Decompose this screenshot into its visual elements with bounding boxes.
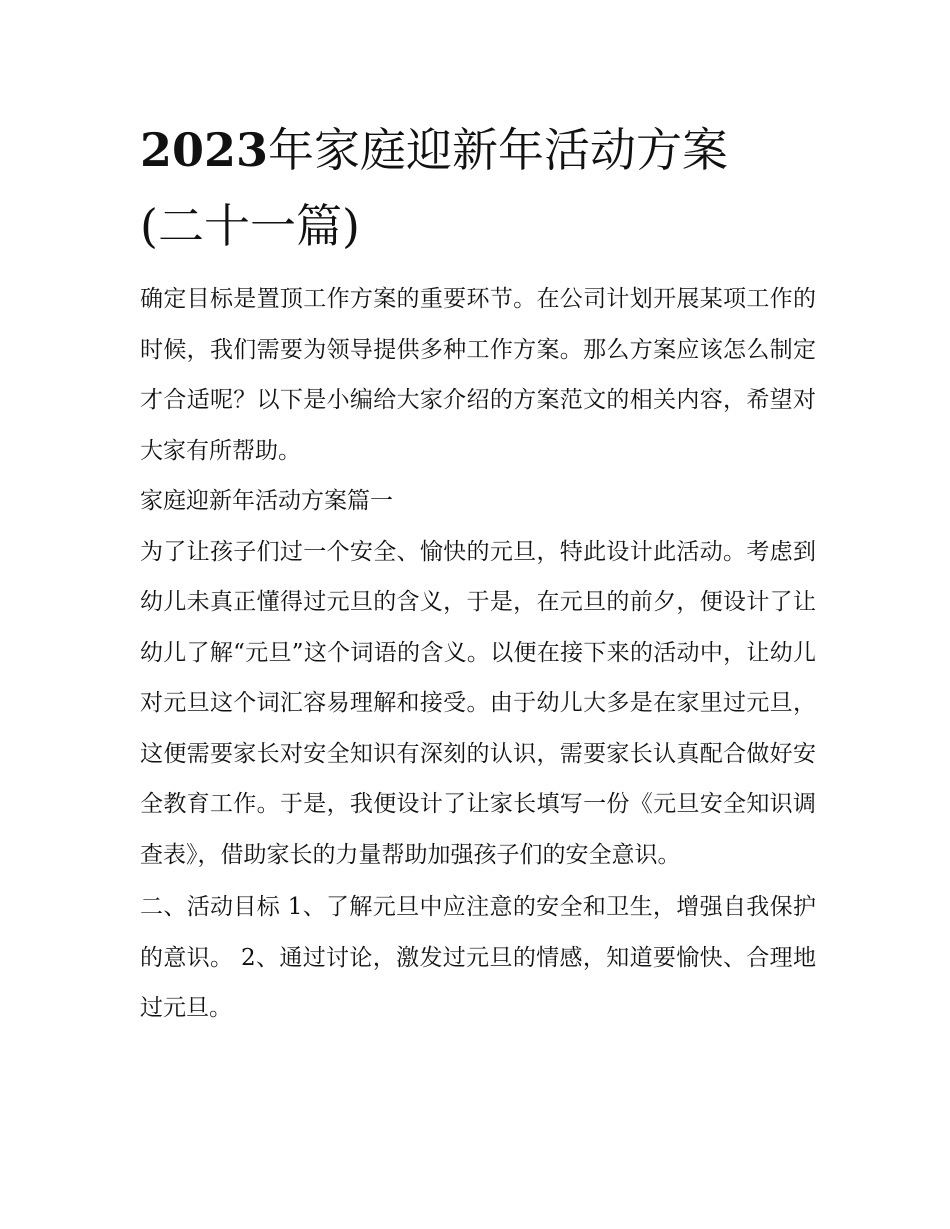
body-paragraph: 为了让孩子们过一个安全、愉快的元旦，特此设计此活动。考虑到幼儿未真正懂得过元旦的含义，于是，在元旦的前夕，便设计了让幼儿了解“元旦”这个词语的含义。以便在接下来的活动中，让幼儿对元旦这个词汇容易理解和接受。由于幼儿大多是在家里过元旦，这便需要家长对安全知识有深刻的认识，需要家长认真配合做好安全教育工作。于是，我便设计了让家长填写一份《元旦安全知识调查表》，借助家长的力量帮助加强孩子们的安全意识。 (140, 538, 816, 868)
section-heading: 家庭迎新年活动方案篇一 (140, 488, 393, 514)
goals-paragraph: 二、活动目标 1、了解元旦中应注意的安全和卫生，增强自我保护的意识。 2、通过讨论，激发过元旦的情感，知道要愉快、合理地过元旦。 (140, 894, 816, 1021)
title-year: 2023 (140, 123, 269, 177)
title-text: 年家庭迎新年活动方案 (268, 123, 729, 177)
title-subtitle: (二十一篇) (140, 199, 360, 253)
document-title (140, 112, 816, 264)
document-body (140, 274, 816, 1034)
document-page (140, 112, 816, 1034)
intro-paragraph: 确定目标是置顶工作方案的重要环节。在公司计划开展某项工作的时候，我们需要为领导提供多种工作方案。那么方案应该怎么制定才合适呢？以下是小编给大家介绍的方案范文的相关内容，希望对大家有所帮助。 (140, 286, 816, 464)
